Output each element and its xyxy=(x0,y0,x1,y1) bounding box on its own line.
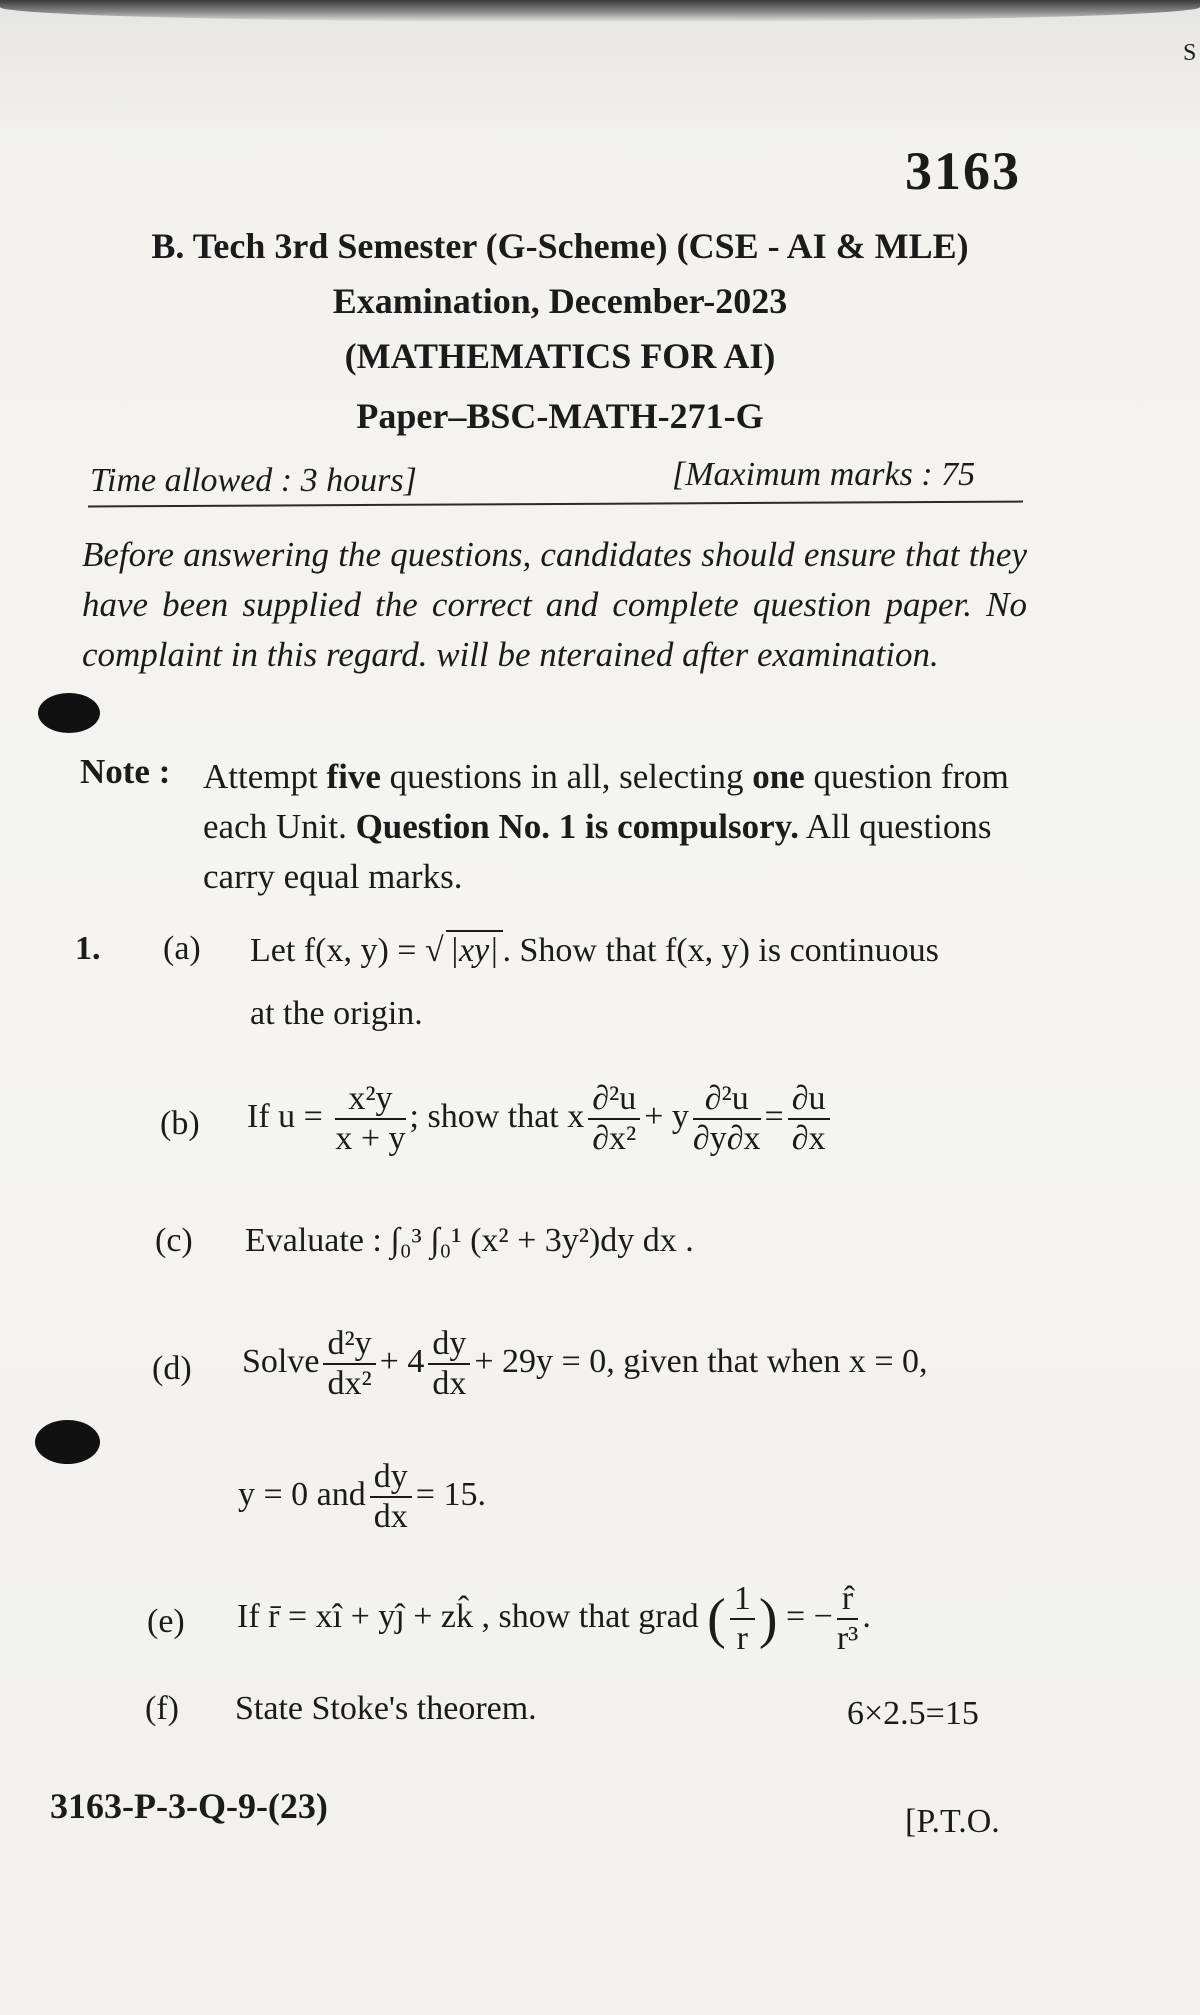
part-d-continued: y = 0 and $\frac{dy}{dx}$ = 15. xyxy=(238,1458,486,1535)
part-d-text: Solve $\frac{\text{d²y}}{\text{dx²}}$ + 4 $\frac{dy}{dx}$ + 29y = 0, given that when x = 0, xyxy=(242,1325,928,1402)
part-a-continued: at the origin. xyxy=(250,995,423,1032)
time-allowed: Time allowed : 3 hours] xyxy=(90,462,417,499)
question-number: 1. xyxy=(75,930,101,967)
subject-line: (MATHEMATICS FOR AI) xyxy=(344,336,776,376)
note-text: Attempt five questions in all, selecting one question from each Unit. Question No. 1 is compulsory. All questions carry equal marks. xyxy=(203,757,1009,896)
part-a-text: Let f(x, y) = √ |xy| . Show that f(x, y) is continuous xyxy=(250,932,939,969)
part-a-label: (a) xyxy=(163,930,201,967)
part-b-text: If u = $\frac{\text{x²y}}{x + y}$ ; show that x $\frac{\text{∂²u}}{\text{∂x²}}$ + y $\frac{\text{∂²u}}{\partial y\partial x}$ = $\frac{\partial u}{\partial x}$ xyxy=(247,1080,834,1158)
paper-id-line: Paper–BSC-MATH-271-G xyxy=(356,396,764,436)
please-turn-over: [P.T.O. xyxy=(905,1803,1000,1840)
footer-code: 3163-P-3-Q-9-(23) xyxy=(50,1786,328,1826)
part-f-label: (f) xyxy=(145,1690,179,1727)
note-label: Note : xyxy=(80,752,171,791)
marks-distribution: 6×2.5=15 xyxy=(847,1695,979,1732)
part-b-label: (b) xyxy=(160,1105,200,1142)
part-e-text: If r̄ = xî + yĵ + zk̂ , show that grad ( $\frac{1}{r}$ ) = − $\frac{r̂}{\text{r³}}$ . xyxy=(237,1580,871,1657)
paper-code: 3163 xyxy=(905,141,1021,201)
side-mark: S xyxy=(1183,40,1197,66)
part-d-label: (d) xyxy=(152,1350,192,1387)
top-edge-shadow xyxy=(0,0,1200,22)
course-line: B. Tech 3rd Semester (G-Scheme) (CSE - AI & MLE) xyxy=(151,226,969,266)
ink-blot xyxy=(38,693,100,733)
header-rule xyxy=(88,501,1023,508)
maximum-marks: [Maximum marks : 75 xyxy=(672,456,976,493)
exam-line: Examination, December-2023 xyxy=(332,281,788,321)
ink-blot xyxy=(35,1420,100,1464)
part-e-label: (e) xyxy=(147,1603,185,1640)
part-c-text: Evaluate : ∫₀³ ∫₀¹ (x² + 3y²)dy dx . xyxy=(245,1222,694,1259)
part-f-text: State Stoke's theorem. xyxy=(235,1690,537,1727)
instructions: Before answering the questions, candidates should ensure that they have been supplied the correct and complete question paper. No complaint in this regard. will be nterained after examination. xyxy=(82,535,1027,674)
part-c-label: (c) xyxy=(155,1222,193,1259)
